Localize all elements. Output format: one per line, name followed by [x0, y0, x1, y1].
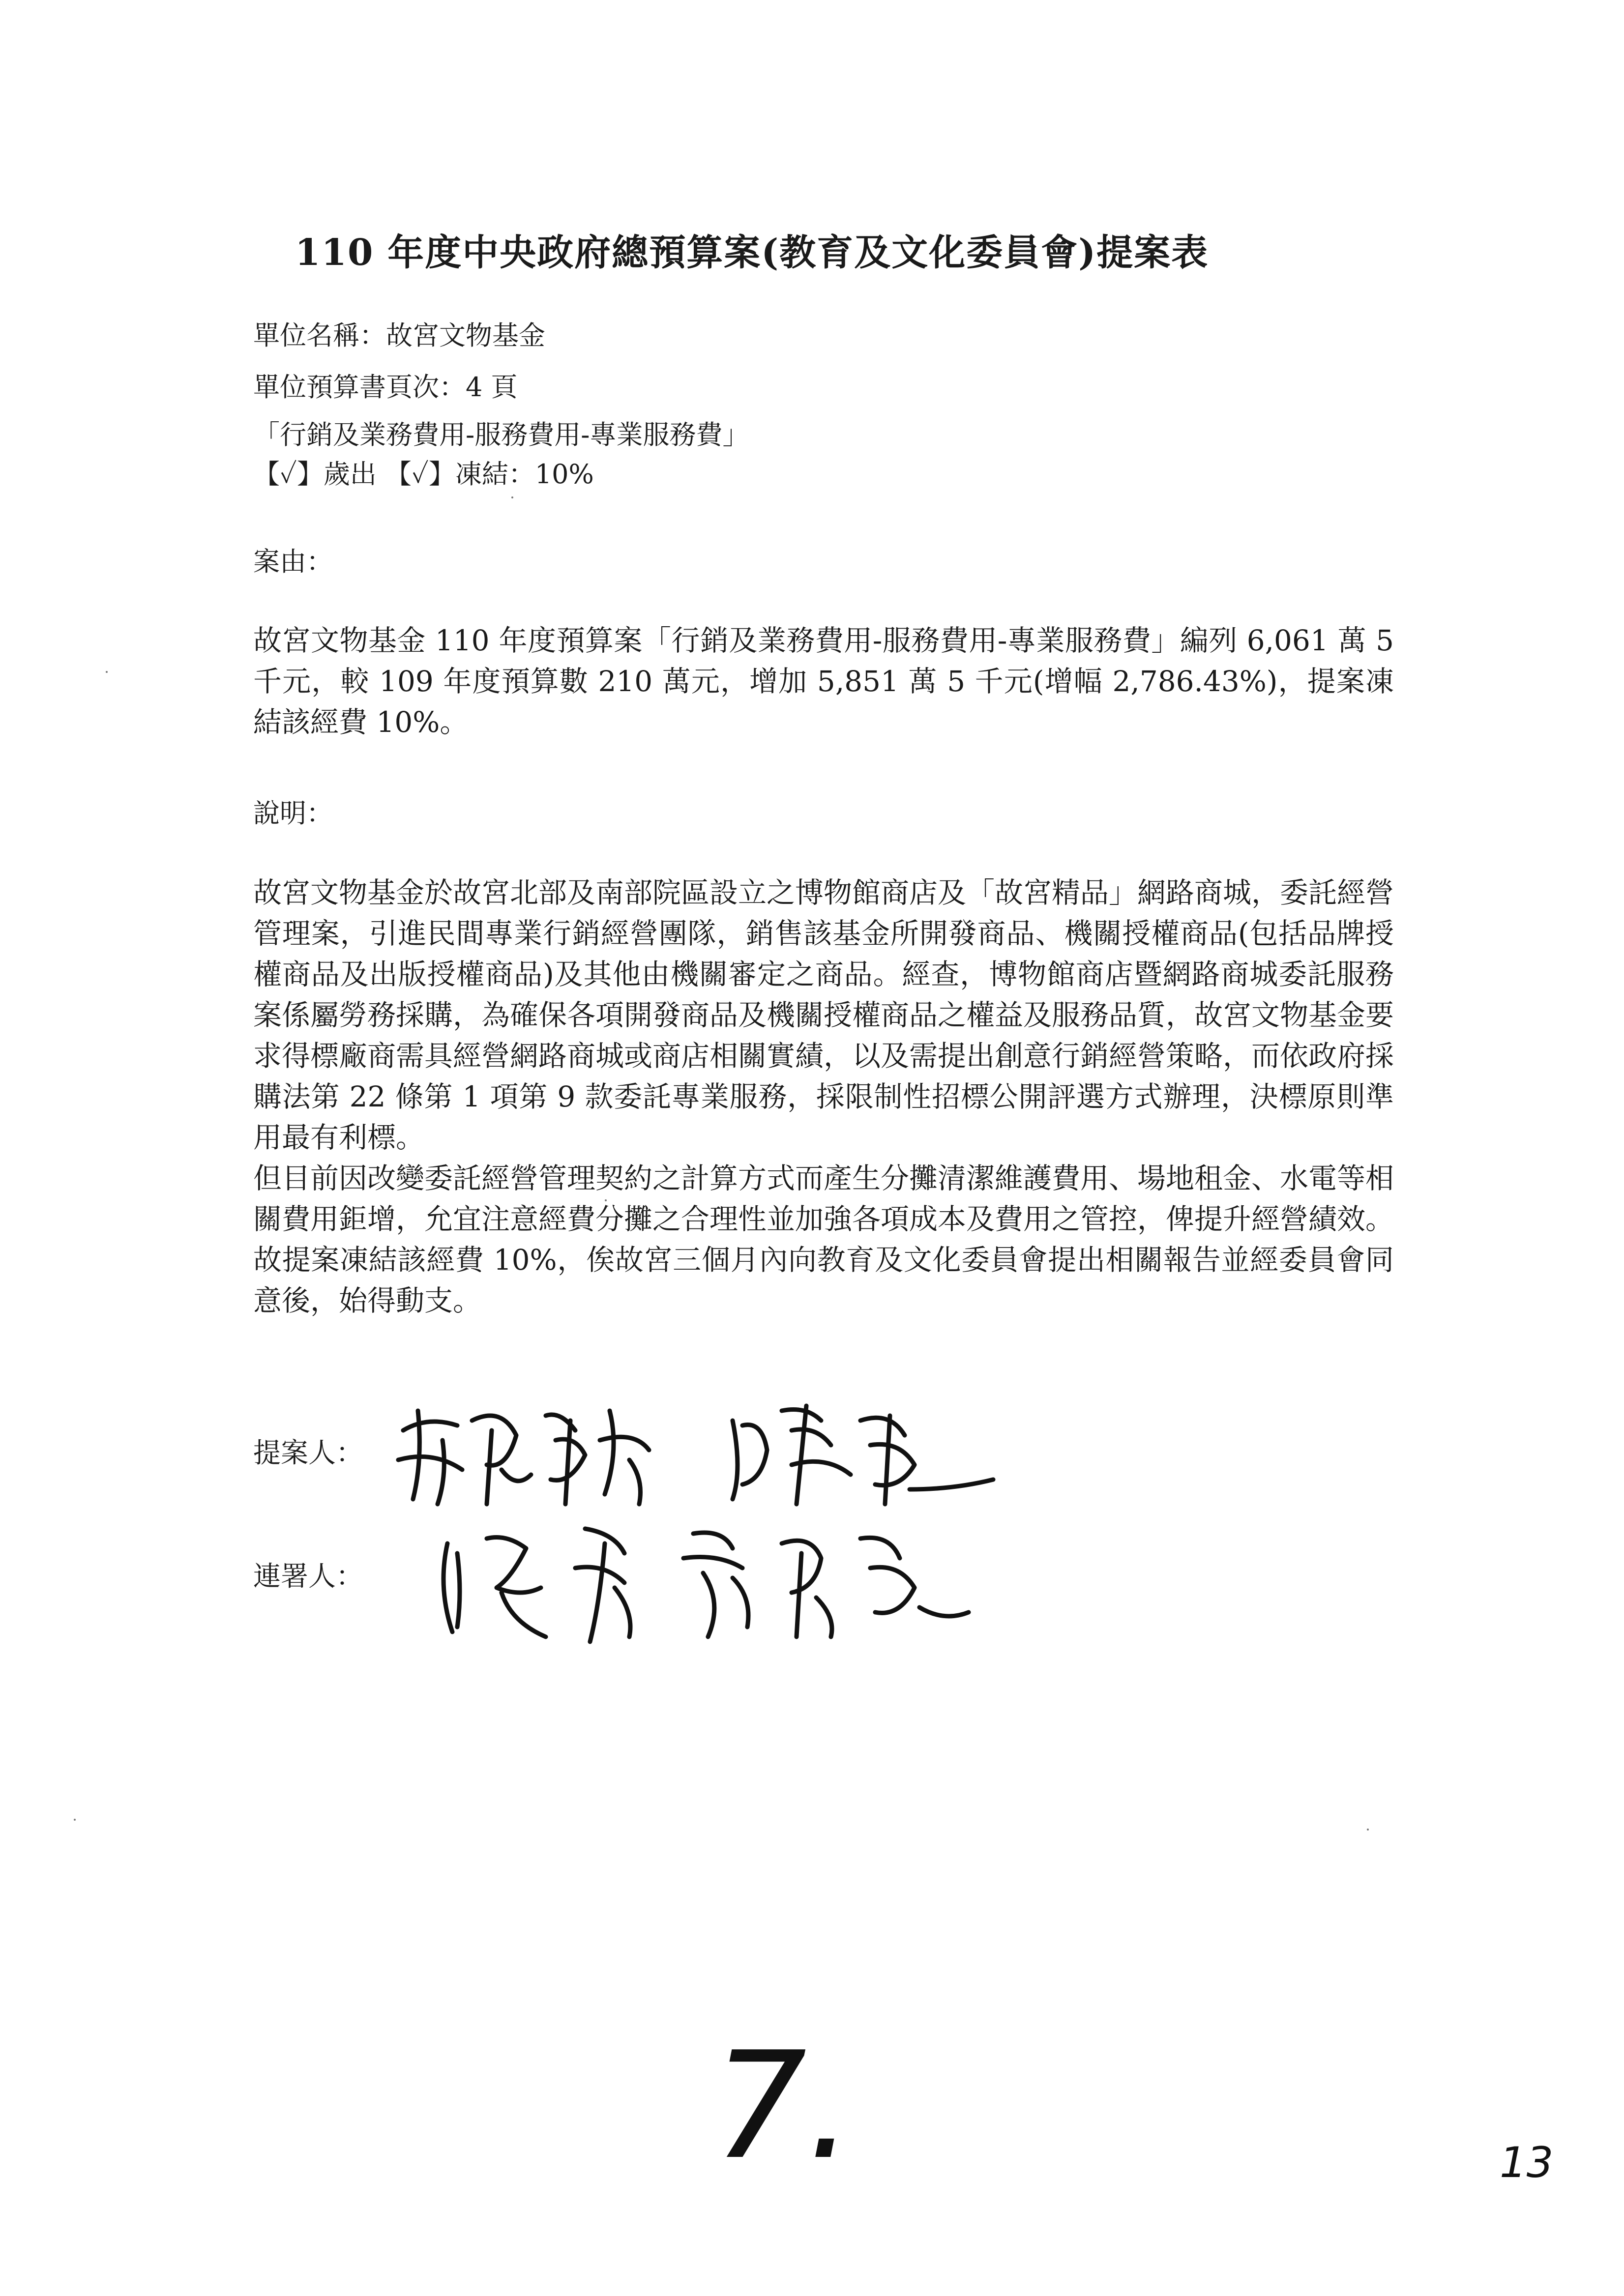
explanation-heading: 說明：: [253, 798, 333, 829]
scan-speck: [1367, 1829, 1369, 1831]
budget-item: 「行銷及業務費用-服務費用-專業服務費」: [253, 419, 749, 450]
explanation-text: [253, 872, 1394, 1321]
reason-paragraph: 故宮文物基金 110 年度預算案「行銷及業務費用-服務費用-專業服務費」編列 6,061 萬 5 千元，較 109 年度預算數 210 萬元，增加 5,851 萬 5 千元(增幅 2,786.43%)，提案凍結該經費 10%。: [253, 624, 1394, 739]
budget-flags: 【✓】歲出 【✓】凍結：10%: [253, 459, 594, 490]
scan-speck: [605, 1199, 607, 1201]
reason-text: [253, 620, 1394, 743]
scan-speck: [74, 1819, 76, 1821]
cosigner-label: 連署人：: [253, 1561, 363, 1593]
cosigner-signature: [428, 1514, 1018, 1652]
handwritten-number: 7.: [713, 2020, 854, 2192]
explanation-paragraph-2: 但目前因改變委託經營管理契約之計算方式而產生分攤清潔維護費用、場地租金、水電等相關費用鉅增，允宜注意經費分攤之合理性並加強各項成本及費用之管控，俾提升經營績效。故提案凍結該經費 10%，俟故宮三個月內向教育及文化委員會提出相關報告並經委員會同意後，始得動支。: [253, 1162, 1394, 1317]
reason-heading: 案由：: [253, 546, 333, 577]
proposer-signature: [388, 1391, 1028, 1509]
scan-speck: [511, 496, 513, 498]
budget-page: 單位預算書頁次：4 頁: [253, 372, 518, 403]
explanation-paragraph-1: 故宮文物基金於故宮北部及南部院區設立之博物館商店及「故宮精品」網路商城，委託經營管理案，引進民間專業行銷經營團隊，銷售該基金所開發商品、機關授權商品(包括品牌授權商品及出版授權商品)及其他由機關審定之商品。經查，博物館商店暨網路商城委託服務案係屬勞務採購，為確保各項開發商品及機關授權商品之權益及服務品質，故宮文物基金要求得標廠商需具經營網路商城或商店相關實績，以及需提出創意行銷經營策略，而依政府採購法第 22 條第 1 項第 9 款委託專業服務，採限制性招標公開評選方式辦理，決標原則準用最有利標。: [253, 876, 1394, 1154]
scan-speck: [106, 671, 108, 673]
document-title: 110 年度中央政府總預算案(教育及文化委員會)提案表: [295, 232, 1209, 274]
unit-name: 單位名稱：故宮文物基金: [253, 320, 545, 351]
page-number: 13: [1500, 2138, 1554, 2187]
proposer-label: 提案人：: [253, 1437, 363, 1469]
